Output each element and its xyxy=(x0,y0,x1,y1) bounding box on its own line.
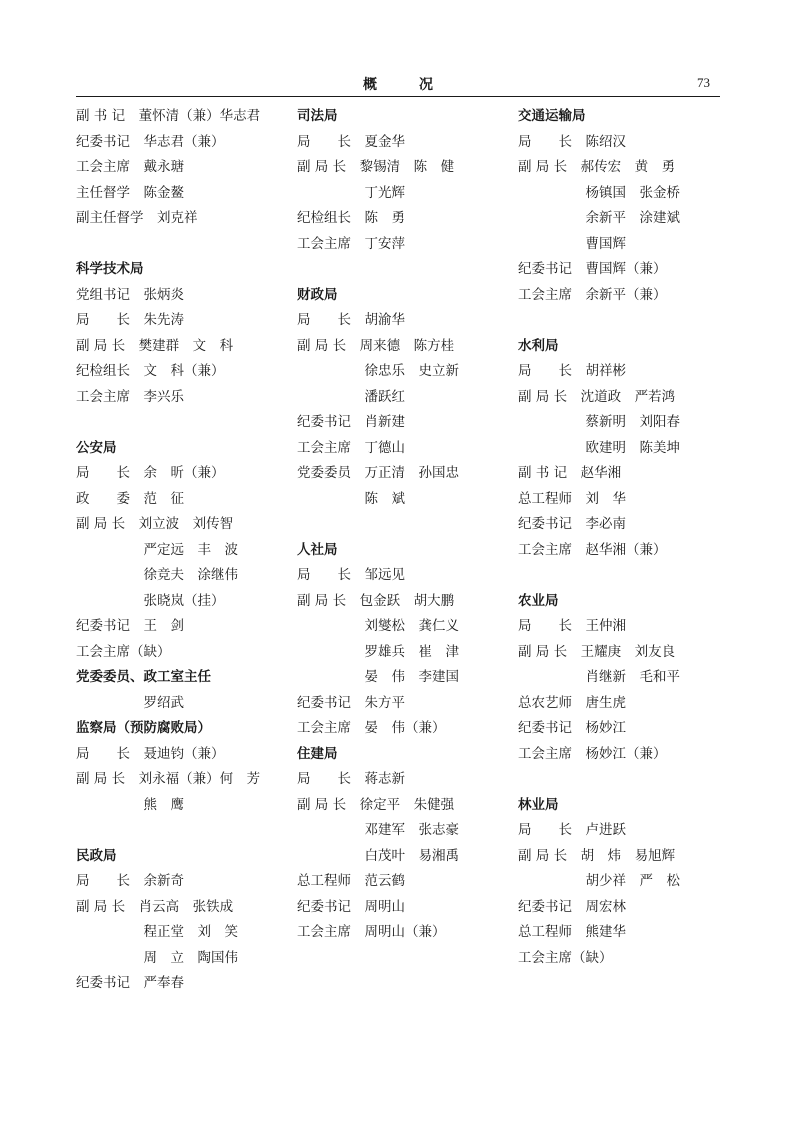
column-right xyxy=(518,104,680,971)
spacer xyxy=(518,308,680,334)
personnel-entry: 副 局 长 郝传宏 黄 勇 xyxy=(518,159,676,175)
personnel-entry: 局 长 余 昕（兼） xyxy=(76,465,225,481)
personnel-entry: 肖继新 毛和平 xyxy=(518,669,680,685)
personnel-entry: 白茂叶 易湘禹 xyxy=(297,847,459,864)
personnel-entry: 程正堂 刘 笑 xyxy=(76,924,238,940)
personnel-entry: 副 局 长 周来德 陈方桂 xyxy=(297,337,455,354)
personnel-entry: 徐忠乐 史立新 xyxy=(297,363,459,379)
personnel-entry: 副 局 长 黎锡清 陈 健 xyxy=(297,159,455,175)
page-number: 73 xyxy=(697,75,710,90)
personnel-entry: 副 局 长 肖云高 张铁成 xyxy=(76,898,234,915)
personnel-entry: 纪委书记 王 剑 xyxy=(76,618,184,634)
department-heading: 水利局 xyxy=(518,337,559,354)
personnel-entry: 严定远 丰 波 xyxy=(76,541,238,558)
personnel-entry: 工会主席（缺） xyxy=(518,949,613,966)
personnel-entry: 副 书 记 董怀清（兼）华志君 xyxy=(76,108,261,124)
personnel-entry: 纪委书记 周宏林 xyxy=(518,898,626,915)
personnel-entry: 陈 斌 xyxy=(297,490,405,507)
personnel-entry: 总工程师 范云鹤 xyxy=(297,873,405,889)
department-heading: 农业局 xyxy=(518,592,559,609)
personnel-entry: 胡少祥 严 松 xyxy=(518,873,680,889)
section-title: 概 况 xyxy=(363,77,447,93)
personnel-entry: 局 长 邹远见 xyxy=(297,567,405,583)
personnel-entry: 工会主席 赵华湘（兼） xyxy=(518,541,667,558)
personnel-entry: 局 长 卢进跃 xyxy=(518,822,626,838)
personnel-entry: 曹国辉 xyxy=(518,235,626,252)
personnel-entry: 主任督学 陈金鳌 xyxy=(76,184,184,201)
personnel-entry: 欧建明 陈美坤 xyxy=(518,439,680,456)
department-heading: 党委委员、政工室主任 xyxy=(76,669,211,685)
personnel-entry: 副 局 长 胡 炜 易旭辉 xyxy=(518,847,676,864)
personnel-entry: 纪委书记 华志君（兼） xyxy=(76,133,225,150)
personnel-entry: 张晓岚（挂） xyxy=(76,592,225,609)
header-rule xyxy=(76,96,720,97)
personnel-entry: 局 长 聂迪钧（兼） xyxy=(76,745,225,762)
spacer xyxy=(297,257,459,283)
personnel-entry: 局 长 陈绍汉 xyxy=(518,133,626,150)
personnel-entry: 工会主席 李兴乐 xyxy=(76,388,184,405)
personnel-entry: 杨镇国 张金桥 xyxy=(518,184,680,201)
personnel-entry: 政 委 范 征 xyxy=(76,490,184,507)
personnel-entry: 副 书 记 赵华湘 xyxy=(518,465,622,481)
personnel-entry: 工会主席 戴永瑭 xyxy=(76,159,184,175)
personnel-entry: 纪委书记 杨妙江 xyxy=(518,720,626,736)
department-heading: 林业局 xyxy=(518,796,559,813)
personnel-entry: 总农艺师 唐生虎 xyxy=(518,694,626,711)
personnel-entry: 纪委书记 李必南 xyxy=(518,516,626,532)
personnel-entry: 纪委书记 严奉春 xyxy=(76,975,184,991)
personnel-entry: 余新平 涂建斌 xyxy=(518,210,680,226)
personnel-entry: 副 局 长 刘永福（兼）何 芳 xyxy=(76,771,261,787)
personnel-entry: 蔡新明 刘阳春 xyxy=(518,414,680,430)
personnel-entry: 工会主席 杨妙江（兼） xyxy=(518,745,667,762)
personnel-entry: 局 长 蒋志新 xyxy=(297,771,405,787)
personnel-entry: 工会主席 周明山（兼） xyxy=(297,924,446,940)
department-heading: 人社局 xyxy=(297,541,338,558)
department-heading: 民政局 xyxy=(76,847,117,864)
personnel-entry: 总工程师 刘 华 xyxy=(518,490,626,507)
personnel-entry: 丁光辉 xyxy=(297,184,405,201)
personnel-entry: 纪委书记 周明山 xyxy=(297,898,405,915)
personnel-entry: 副 局 长 王耀庚 刘友良 xyxy=(518,643,676,660)
personnel-entry: 纪委书记 肖新建 xyxy=(297,414,405,430)
column-left xyxy=(76,104,260,997)
department-heading: 财政局 xyxy=(297,286,338,303)
column-middle xyxy=(297,104,459,946)
personnel-entry: 副 局 长 樊建群 文 科 xyxy=(76,337,234,354)
personnel-entry: 局 长 余新奇 xyxy=(76,873,184,889)
personnel-entry: 邓建军 张志豪 xyxy=(297,822,459,838)
spacer xyxy=(76,232,260,258)
spacer xyxy=(297,512,459,538)
personnel-entry: 局 长 胡祥彬 xyxy=(518,363,626,379)
personnel-entry: 潘跃红 xyxy=(297,388,405,405)
running-header xyxy=(76,72,720,94)
personnel-entry: 刘燮松 龚仁义 xyxy=(297,618,459,634)
personnel-entry: 副 局 长 沈道政 严若鸿 xyxy=(518,388,676,405)
personnel-entry: 工会主席 余新平（兼） xyxy=(518,286,667,303)
personnel-entry: 熊 鹰 xyxy=(76,796,184,813)
personnel-entry: 局 长 朱先涛 xyxy=(76,312,184,328)
personnel-entry: 副 局 长 刘立波 刘传智 xyxy=(76,516,234,532)
department-heading: 科学技术局 xyxy=(76,261,144,277)
department-heading: 司法局 xyxy=(297,108,338,124)
personnel-entry: 工会主席 丁德山 xyxy=(297,439,405,456)
department-heading: 住建局 xyxy=(297,745,338,762)
personnel-entry: 纪检组长 文 科（兼） xyxy=(76,363,225,379)
personnel-entry: 工会主席 晏 伟（兼） xyxy=(297,720,446,736)
spacer xyxy=(76,818,260,844)
department-heading: 监察局（预防腐败局） xyxy=(76,720,211,736)
personnel-entry: 副主任督学 刘克祥 xyxy=(76,210,198,226)
personnel-entry: 纪检组长 陈 勇 xyxy=(297,210,405,226)
spacer xyxy=(76,410,260,436)
personnel-entry: 晏 伟 李建国 xyxy=(297,669,459,685)
personnel-entry: 周 立 陶国伟 xyxy=(76,949,238,966)
personnel-entry: 副 局 长 徐定平 朱健强 xyxy=(297,796,455,813)
personnel-entry: 党组书记 张炳炎 xyxy=(76,286,184,303)
personnel-entry: 局 长 胡渝华 xyxy=(297,312,405,328)
personnel-entry: 工会主席 丁安萍 xyxy=(297,235,405,252)
personnel-entry: 徐竞夫 涂继伟 xyxy=(76,567,238,583)
personnel-entry: 罗绍武 xyxy=(76,694,184,711)
personnel-entry: 纪委书记 朱方平 xyxy=(297,694,405,711)
personnel-entry: 罗雄兵 崔 津 xyxy=(297,643,459,660)
spacer xyxy=(518,767,680,793)
personnel-entry: 局 长 夏金华 xyxy=(297,133,405,150)
department-heading: 公安局 xyxy=(76,439,117,456)
department-heading: 交通运输局 xyxy=(518,108,586,124)
personnel-entry: 纪委书记 曹国辉（兼） xyxy=(518,261,667,277)
personnel-entry: 党委委员 万正清 孙国忠 xyxy=(297,465,459,481)
personnel-entry: 工会主席（缺） xyxy=(76,643,171,660)
personnel-entry: 局 长 王仲湘 xyxy=(518,618,626,634)
personnel-entry: 总工程师 熊建华 xyxy=(518,924,626,940)
spacer xyxy=(518,563,680,589)
personnel-entry: 副 局 长 包金跃 胡大鹏 xyxy=(297,592,455,609)
